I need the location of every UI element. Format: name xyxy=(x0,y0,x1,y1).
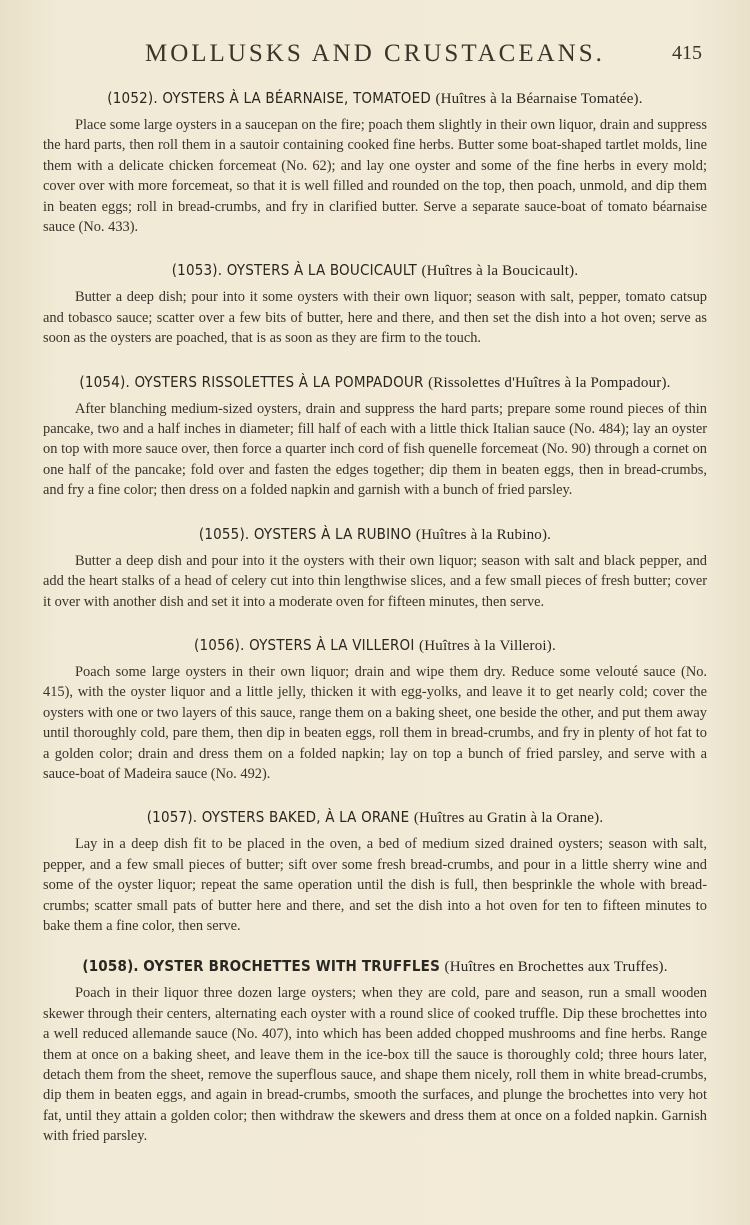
recipe-title xyxy=(43,258,707,283)
recipe-french-name: (Huîtres au Gratin à la Orane). xyxy=(413,810,604,827)
recipe-1054 xyxy=(43,370,707,501)
recipe-name: OYSTERS À LA BÉARNAISE, TOMATOED xyxy=(162,89,431,107)
recipe-name: OYSTERS BAKED, À LA ORANE xyxy=(201,808,410,827)
recipe-text: Place some large oysters in a saucepan on the fire; poach them slightly in their own liquor, drain and suppress the hard parts, then roll them in a sautoir containing cooked fine herbs. Butter some boat-shaped tartlet molds, line them with a delicate chicken forcemeat (No. 62); and lay one oyster and some of the fine herbs in every mold; cover over with more forcemeat, so that it is well filled and rounded on the top, then poach, unmold, and dip them in beaten eggs; roll in bread-crumbs, and fry in clarified butter. Serve a separate sauce-boat of tomato béarnaise sauce (No. 433). xyxy=(43,117,707,236)
running-head xyxy=(0,40,750,70)
recipe-1052 xyxy=(43,86,707,237)
recipe-1058 xyxy=(43,954,707,1146)
recipe-name: OYSTER BROCHETTES WITH TRUFFLES xyxy=(143,957,441,976)
recipe-list xyxy=(43,86,707,1147)
page-number: 415 xyxy=(672,42,702,64)
recipe-french-name: (Huîtres à la Villeroi). xyxy=(419,637,556,654)
recipe-1055 xyxy=(43,522,707,612)
recipe-name: OYSTERS À LA RUBINO xyxy=(253,524,412,543)
recipe-text: Butter a deep dish; pour into it some oysters with their own liquor; season with salt, pepper, tomato catsup and tobasco sauce; scatter over a few bits of butter, here and there, and then set the dish into a hot oven; serve as soon as the oysters are poached, that is as soon as they are firm to the touch. xyxy=(43,289,707,347)
recipe-number: (1052). xyxy=(107,89,158,107)
recipe-name: OYSTERS À LA BOUCICAULT xyxy=(226,261,417,280)
recipe-french-name: (Huîtres à la Rubino). xyxy=(415,526,552,543)
recipe-title xyxy=(43,633,707,658)
recipe-text: Butter a deep dish and pour into it the oysters with their own liquor; season with salt and black pepper, and add the heart stalks of a head of celery cut into thin lengthwise slices, and a few small pieces of fresh butter; cover it over with another dish and set it into a moderate oven for fifteen minutes, then serve. xyxy=(43,552,707,610)
recipe-number: (1058). xyxy=(82,957,139,976)
recipe-name: OYSTERS RISSOLETTES À LA POMPADOUR xyxy=(134,372,424,391)
recipe-french-name: (Huîtres à la Boucicault). xyxy=(421,263,579,280)
recipe-french-name: (Huîtres à la Béarnaise Tomatée). xyxy=(435,91,643,107)
recipe-title xyxy=(43,954,707,979)
recipe-title xyxy=(43,86,707,111)
recipe-1056 xyxy=(43,633,707,784)
recipe-title xyxy=(43,522,707,547)
recipe-text: Lay in a deep dish fit to be placed in the oven, a bed of medium sized drained oysters; season with salt, pepper, and a few small pieces of butter; sift over some fresh bread-crumbs, and pour in a little sherry wine and some of the oyster liquor; repeat the same operation until the dish is full, then besprinkle the whole with bread-crumbs; scatter small pats of butter here and there, and set the dish into a hot oven for ten to fifteen minutes to bake them a fine color, then serve. xyxy=(43,836,707,934)
recipe-title xyxy=(43,805,707,830)
running-title: MOLLUSKS AND CRUSTACEANS. xyxy=(145,40,605,67)
recipe-french-name: (Rissolettes d'Huîtres à la Pompadour). xyxy=(428,374,671,391)
recipe-text: Poach some large oysters in their own liquor; drain and wipe them dry. Reduce some velouté sauce (No. 415), with the oyster liquor and a little jelly, thicken it with egg-yolks, and leave it to get nearly cold; cover the oysters with one or two layers of this sauce, range them on a baking sheet, one beside the other, and put them away until thoroughly cold, pare them, then dip in beaten eggs, roll them in bread-crumbs, and fry in plenty of hot fat to a golden color; drain and dress them on a folded napkin; lay on top a bunch of fried parsley, and serve with a sauce-boat of Madeira sauce (No. 492). xyxy=(43,663,707,782)
recipe-text: After blanching medium-sized oysters, drain and suppress the hard parts; prepare some round pieces of thin pancake, two and a half inches in diameter; fill half of each with a little thick Italian sauce (No. 484); lay an oyster on top with more sauce over, then force a quarter inch cord of fish quenelle forcemeat (No. 90) through a cornet on one half of the pancake; fold over and fasten the edges together; dip them in beaten eggs, then in bread-crumbs, and fry a fine color; then dress on a folded napkin and garnish with a bunch of fried parsley. xyxy=(43,400,707,499)
recipe-number: (1056). xyxy=(194,635,245,654)
recipe-number: (1055). xyxy=(198,524,250,543)
recipe-number: (1053). xyxy=(171,261,223,280)
recipe-title xyxy=(43,370,707,395)
recipe-1053 xyxy=(43,258,707,348)
recipe-1057 xyxy=(43,805,707,936)
recipe-text: Poach in their liquor three dozen large oysters; when they are cold, pare and season, run a small wooden skewer through their centers, alternating each oyster with a round slice of cooked truffle. Dip these brochettes into a well reduced allemande sauce (No. 407), into which has been added chopped mushrooms and fine herbs. Range them at once on a baking sheet, and leave them in the ice-box till the sauce is thoroughly cold; three hours later, detach them from the sheet, remove the superflous sauce, and shape them nicely, roll them in white bread-crumbs, dip them in beaten eggs, and again in bread-crumbs, smooth the surfaces, and plunge the brochettes into very hot fat, until they attain a golden color; then withdraw the skewers and dress them at once on a folded napkin. Garnish with fried parsley. xyxy=(43,985,707,1145)
recipe-number: (1054). xyxy=(79,372,130,391)
recipe-name: OYSTERS À LA VILLEROI xyxy=(249,635,415,654)
recipe-french-name: (Huîtres en Brochettes aux Truffes). xyxy=(444,959,668,976)
recipe-number: (1057). xyxy=(146,808,198,827)
